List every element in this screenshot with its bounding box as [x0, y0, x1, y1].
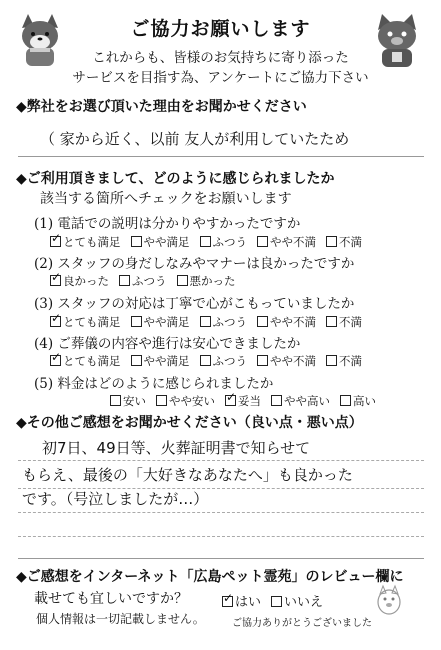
- checkbox-icon[interactable]: [177, 275, 188, 286]
- option-checkbox[interactable]: [119, 274, 167, 288]
- checkbox-icon[interactable]: [131, 236, 142, 247]
- option-label: ふつう: [132, 274, 167, 288]
- impressions-heading: ◆ご利用頂きまして、どのように感じられましたか: [16, 171, 335, 187]
- checkbox-icon[interactable]: [131, 316, 142, 327]
- question-5-label: (5) 料金はどのように感じられましたか: [34, 376, 274, 392]
- option-label: 不満: [339, 315, 362, 329]
- review-options: [222, 591, 333, 610]
- thanks-note: ご協力ありがとうございました: [232, 618, 372, 629]
- paw-stamp-icon: [374, 584, 404, 618]
- checkbox-icon[interactable]: [326, 355, 337, 366]
- option-checkbox[interactable]: [50, 274, 109, 288]
- question-2-label: (2) スタッフの身だしなみやマナーは良かったですか: [34, 256, 355, 272]
- option-label: やや高い: [284, 394, 330, 408]
- question-3-options: [50, 314, 372, 330]
- option-checkbox[interactable]: [271, 595, 323, 610]
- option-label: はい: [235, 595, 262, 610]
- comment-line-3[interactable]: です。（号泣しましたが…）: [22, 490, 209, 508]
- checkbox-icon[interactable]: [119, 275, 130, 286]
- subtitle-line-2: サービスを目指す為、アンケートにご協力下さい: [72, 70, 369, 86]
- checkbox-icon[interactable]: [200, 355, 211, 366]
- comments-heading: ◆その他ご感想をお聞かせください（良い点・悪い点）: [16, 415, 363, 431]
- option-label: 安い: [123, 394, 146, 408]
- option-checkbox[interactable]: [131, 235, 190, 249]
- option-checkbox[interactable]: [257, 315, 316, 329]
- option-checkbox[interactable]: [200, 235, 248, 249]
- option-checkbox[interactable]: [131, 315, 190, 329]
- reason-heading: ◆弊社をお選び頂いた理由をお聞かせください: [16, 99, 307, 115]
- review-subheading: 載せても宜しいですか？: [34, 591, 188, 607]
- checked-box-icon[interactable]: [50, 236, 61, 247]
- checkbox-icon[interactable]: [340, 395, 351, 406]
- option-label: やや満足: [143, 354, 190, 368]
- comment-rule-5: [18, 558, 424, 559]
- option-checkbox[interactable]: [110, 394, 146, 408]
- subtitle-line-1: これからも、皆様のお気持ちに寄り添った: [92, 50, 349, 66]
- option-checkbox[interactable]: [257, 235, 316, 249]
- option-label: ふつう: [212, 235, 247, 249]
- checkbox-icon[interactable]: [257, 316, 268, 327]
- option-label: 高い: [353, 394, 376, 408]
- checkbox-icon[interactable]: [156, 395, 167, 406]
- option-label: 悪かった: [189, 274, 236, 288]
- question-5-options: [110, 393, 386, 409]
- option-checkbox[interactable]: [326, 235, 362, 249]
- checkbox-icon[interactable]: [110, 395, 121, 406]
- question-4-label: (4) ご葬儀の内容や進行は安心できましたか: [34, 336, 301, 352]
- option-label: やや満足: [143, 315, 190, 329]
- option-checkbox[interactable]: [50, 354, 121, 368]
- checkbox-icon[interactable]: [326, 316, 337, 327]
- option-label: やや安い: [169, 394, 215, 408]
- option-label: ふつう: [212, 354, 247, 368]
- option-label: とても満足: [63, 235, 121, 249]
- comment-line-2[interactable]: もらえ、最後の「大好きなあなたへ」も良かった: [22, 466, 353, 484]
- option-checkbox[interactable]: [340, 394, 376, 408]
- option-label: 妥当: [238, 394, 261, 408]
- option-checkbox[interactable]: [177, 274, 236, 288]
- checkbox-icon[interactable]: [271, 395, 282, 406]
- question-3-label: (3) スタッフの対応は丁寧で心がこもっていましたか: [34, 296, 355, 312]
- option-checkbox[interactable]: [222, 595, 261, 610]
- option-checkbox[interactable]: [131, 354, 190, 368]
- option-label: 良かった: [63, 274, 109, 288]
- option-checkbox[interactable]: [200, 354, 248, 368]
- option-label: とても満足: [63, 315, 121, 329]
- option-label: 不満: [339, 235, 362, 249]
- review-heading: ◆ご感想をインターネット「広島ペット霊苑」のレビュー欄に: [16, 569, 404, 585]
- checkbox-icon[interactable]: [271, 596, 282, 607]
- option-label: やや不満: [270, 354, 316, 368]
- question-1-label: (1) 電話での説明は分かりやすかったですか: [34, 216, 301, 232]
- option-label: ふつう: [212, 315, 247, 329]
- option-label: やや不満: [270, 315, 316, 329]
- reason-answer-line: [18, 156, 424, 157]
- checkbox-icon[interactable]: [200, 316, 211, 327]
- option-label: いいえ: [284, 595, 324, 610]
- comment-rule-3: [18, 512, 424, 513]
- comment-line-1[interactable]: 初7日、49日等、火葬証明書で知らせて: [42, 439, 311, 457]
- option-checkbox[interactable]: [225, 394, 261, 408]
- checked-box-icon[interactable]: [222, 596, 233, 607]
- option-label: とても満足: [63, 354, 121, 368]
- checked-box-icon[interactable]: [50, 355, 61, 366]
- option-label: やや不満: [270, 235, 316, 249]
- option-checkbox[interactable]: [326, 354, 362, 368]
- checkbox-icon[interactable]: [131, 355, 142, 366]
- option-checkbox[interactable]: [257, 354, 316, 368]
- question-1-options: [50, 234, 372, 250]
- option-checkbox[interactable]: [50, 315, 121, 329]
- checked-box-icon[interactable]: [50, 275, 61, 286]
- question-2-options: [50, 273, 246, 289]
- page-title: ご協力お願いします: [130, 18, 311, 40]
- checkbox-icon[interactable]: [200, 236, 211, 247]
- option-checkbox[interactable]: [156, 394, 215, 408]
- option-label: 不満: [339, 354, 362, 368]
- comment-rule-4: [18, 536, 424, 537]
- checkbox-icon[interactable]: [257, 236, 268, 247]
- impressions-subheading: 該当する箇所へチェックをお願いします: [40, 191, 292, 207]
- reason-answer[interactable]: （ 家から近く、以前 友人が利用していたため: [40, 130, 350, 148]
- comment-rule-1: [18, 460, 424, 461]
- option-checkbox[interactable]: [50, 235, 121, 249]
- option-checkbox[interactable]: [271, 394, 330, 408]
- question-4-options: [50, 353, 372, 369]
- checked-box-icon[interactable]: [225, 395, 236, 406]
- checkbox-icon[interactable]: [257, 355, 268, 366]
- option-checkbox[interactable]: [200, 315, 248, 329]
- option-label: やや満足: [143, 235, 190, 249]
- option-checkbox[interactable]: [326, 315, 362, 329]
- privacy-note: 個人情報は一切記載しません。: [36, 612, 205, 626]
- checked-box-icon[interactable]: [50, 316, 61, 327]
- checkbox-icon[interactable]: [326, 236, 337, 247]
